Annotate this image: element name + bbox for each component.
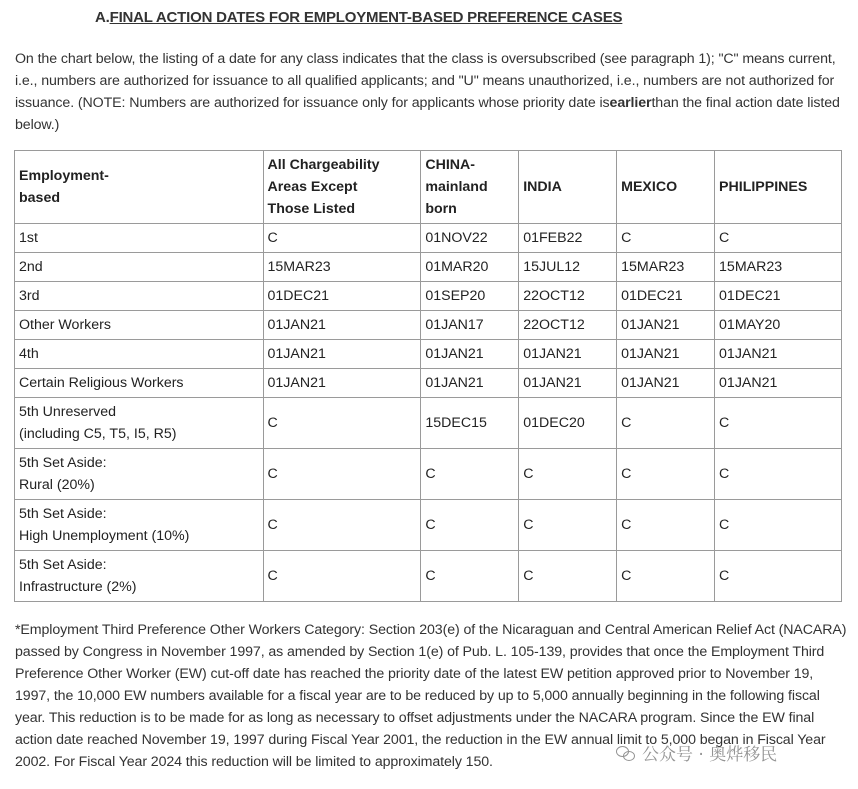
row-category: 1st — [15, 224, 264, 253]
cell-india: C — [519, 551, 617, 602]
cell-mexico: 15MAR23 — [617, 253, 715, 282]
cell-china: 01MAR20 — [421, 253, 519, 282]
cell-india: 15JUL12 — [519, 253, 617, 282]
cell-china: C — [421, 551, 519, 602]
table-row — [15, 311, 842, 340]
cell-india: 22OCT12 — [519, 282, 617, 311]
cell-china: 01JAN17 — [421, 311, 519, 340]
cell-philippines: 01MAY20 — [715, 311, 842, 340]
cell-mexico: 01JAN21 — [617, 369, 715, 398]
intro-text-after: than the final action date listed below.) — [15, 95, 840, 133]
final-action-dates-table — [14, 150, 842, 602]
header-employment-based — [15, 151, 264, 224]
table-row — [15, 551, 842, 602]
cell-all: C — [263, 398, 421, 449]
header-employment-based-line2: based — [19, 190, 61, 206]
header-china-line2: mainland — [425, 179, 488, 195]
heading-prefix: A. — [95, 9, 110, 26]
cell-philippines: C — [715, 224, 842, 253]
cell-mexico: C — [617, 551, 715, 602]
intro-paragraph — [15, 48, 845, 136]
row-category-line1: 5th Unreserved — [19, 404, 116, 420]
cell-philippines: 01JAN21 — [715, 369, 842, 398]
cell-philippines: C — [715, 551, 842, 602]
cell-india: 01DEC20 — [519, 398, 617, 449]
table-row — [15, 282, 842, 311]
cell-china: C — [421, 500, 519, 551]
intro-bold-earlier: earlier — [609, 95, 652, 111]
header-all-line1: All Chargeability — [267, 157, 380, 173]
header-all-line3: Those Listed — [267, 201, 356, 217]
row-category — [15, 398, 264, 449]
cell-mexico: 01DEC21 — [617, 282, 715, 311]
cell-philippines: C — [715, 398, 842, 449]
watermark — [616, 740, 777, 765]
cell-china: 01JAN21 — [421, 369, 519, 398]
row-category — [15, 551, 264, 602]
wechat-icon — [616, 744, 636, 762]
table-row — [15, 398, 842, 449]
cell-all: 01JAN21 — [263, 340, 421, 369]
header-china-line3: born — [425, 201, 457, 217]
cell-china: 01JAN21 — [421, 340, 519, 369]
cell-mexico: C — [617, 224, 715, 253]
footnote-other-workers: *Employment Third Preference Other Workers Category: Section 203(e) of the Nicaraguan and Central American Relief Act (NACARA) passed by Congress in November 1997, as amended by Section 1(e) of Pub. L. 105-139, provides that once the Employment Third Preference Other Worker (EW) cut-off date has reached the priority date of the latest EW petition approved prior to November 19, 1997, the 10,000 EW numbers available for a fiscal year are to be reduced by up to 5,000 annually beginning in the following fiscal year. This reduction is to be made for as long as necessary to offset adjustments under the NACARA program. Since the EW final action date reached November 19, 1997 during Fiscal Year 2001, the reduction in the EW annual limit to 5,000 began in Fiscal Year 2002. For Fiscal Year 2024 this reduction will be limited to approximately 150. — [15, 622, 847, 770]
row-category: 2nd — [15, 253, 264, 282]
cell-india: 01JAN21 — [519, 369, 617, 398]
row-category: 4th — [15, 340, 264, 369]
cell-china: 01SEP20 — [421, 282, 519, 311]
cell-all: C — [263, 224, 421, 253]
table-row — [15, 253, 842, 282]
header-china — [421, 151, 519, 224]
header-employment-based-line1: Employment- — [19, 168, 109, 184]
cell-mexico: 01JAN21 — [617, 311, 715, 340]
cell-mexico: C — [617, 449, 715, 500]
cell-all: C — [263, 449, 421, 500]
cell-philippines: C — [715, 449, 842, 500]
table-row — [15, 340, 842, 369]
row-category-line2: Rural (20%) — [19, 477, 95, 493]
table-row — [15, 500, 842, 551]
cell-all: C — [263, 500, 421, 551]
cell-india: C — [519, 449, 617, 500]
row-category: 3rd — [15, 282, 264, 311]
watermark-text: 公众号 · 奥烨移民 — [642, 745, 778, 765]
row-category: Certain Religious Workers — [15, 369, 264, 398]
header-india: INDIA — [519, 151, 617, 224]
header-all-line2: Areas Except — [267, 179, 358, 195]
row-category-line2: (including C5, T5, I5, R5) — [19, 426, 177, 442]
cell-philippines: C — [715, 500, 842, 551]
row-category-line1: 5th Set Aside: — [19, 506, 107, 522]
cell-philippines: 01DEC21 — [715, 282, 842, 311]
cell-india: 01JAN21 — [519, 340, 617, 369]
row-category-line1: 5th Set Aside: — [19, 557, 107, 573]
cell-mexico: C — [617, 500, 715, 551]
cell-india: 01FEB22 — [519, 224, 617, 253]
cell-india: 22OCT12 — [519, 311, 617, 340]
header-china-line1: CHINA- — [425, 157, 475, 173]
cell-china: 15DEC15 — [421, 398, 519, 449]
header-philippines: PHILIPPINES — [715, 151, 842, 224]
header-mexico: MEXICO — [617, 151, 715, 224]
table-row — [15, 224, 842, 253]
table-header-row — [15, 151, 842, 224]
cell-india: C — [519, 500, 617, 551]
cell-all: 01JAN21 — [263, 311, 421, 340]
cell-china: 01NOV22 — [421, 224, 519, 253]
header-all-chargeability — [263, 151, 421, 224]
cell-all: 01JAN21 — [263, 369, 421, 398]
section-heading — [95, 9, 622, 26]
heading-title: FINAL ACTION DATES FOR EMPLOYMENT-BASED PREFERENCE CASES — [109, 9, 623, 26]
intro-text-before: On the chart below, the listing of a date for any class indicates that the class is oversubscribed (see paragraph 1); "C" means current, i.e., numbers are authorized for issuance to all qualified applicants; and "U" means unauthorized, i.e., numbers are not authorized for issuance. (NOTE: Numbers are authorized for issuance only for applicants whose priority date is — [15, 51, 836, 111]
cell-philippines: 15MAR23 — [715, 253, 842, 282]
cell-mexico: 01JAN21 — [617, 340, 715, 369]
row-category-line1: 5th Set Aside: — [19, 455, 107, 471]
row-category-line2: High Unemployment (10%) — [19, 528, 190, 544]
table-row — [15, 449, 842, 500]
row-category — [15, 449, 264, 500]
table-row — [15, 369, 842, 398]
cell-mexico: C — [617, 398, 715, 449]
cell-all: C — [263, 551, 421, 602]
cell-all: 15MAR23 — [263, 253, 421, 282]
cell-all: 01DEC21 — [263, 282, 421, 311]
row-category-line2: Infrastructure (2%) — [19, 579, 137, 595]
cell-china: C — [421, 449, 519, 500]
row-category: Other Workers — [15, 311, 264, 340]
cell-philippines: 01JAN21 — [715, 340, 842, 369]
row-category — [15, 500, 264, 551]
